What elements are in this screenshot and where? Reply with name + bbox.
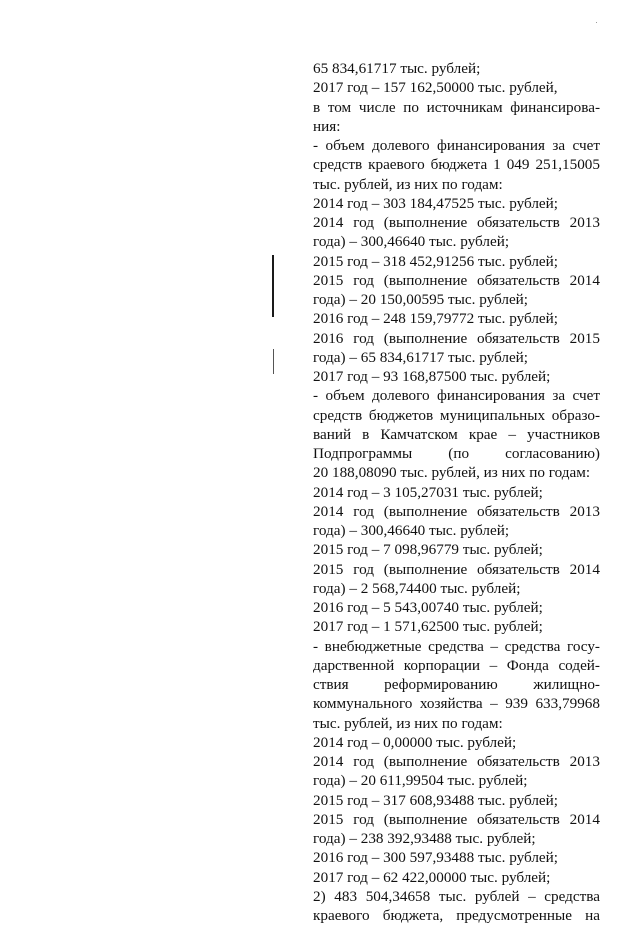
text-line: 2017 год – 1 571,62500 тыс. рублей; xyxy=(313,618,543,636)
text-line: 2016 год – 248 159,79772 тыс. рублей; xyxy=(313,310,558,328)
text-line: года) – 65 834,61717 тыс. рублей; xyxy=(313,348,529,366)
text-line: 2017 год – 93 168,87500 тыс. рублей; xyxy=(313,368,551,385)
text-line: 2014 год (выполнение обязательств 2013 xyxy=(313,214,600,231)
text-line: 2015 год (выполнение обязательств 2014 xyxy=(313,271,600,289)
text-line: 2015 год – 318 452,91256 тыс. рублей; xyxy=(313,252,558,270)
text-line: средств бюджетов муниципальных образо- xyxy=(313,406,600,424)
text-line: года) – 238 392,93488 тыс. рублей; xyxy=(313,830,536,847)
text-line: 2014 год – 3 105,27031 тыс. рублей; xyxy=(313,483,543,501)
text-line: 2014 год (выполнение обязательств 2013 xyxy=(313,502,600,520)
text-line: ствия реформированию жилищно- xyxy=(313,676,600,693)
text-line: 65 834,61717 тыс. рублей; xyxy=(313,60,481,77)
text-line: краевого бюджета, предусмотренные на xyxy=(313,907,600,924)
text-line: дарственной корпорации – Фонда содей- xyxy=(313,656,600,674)
text-column xyxy=(313,59,600,925)
text-line: года) – 20 611,99504 тыс. рублей; xyxy=(313,772,528,790)
margin-line-mark xyxy=(272,255,274,317)
text-line: средств краевого бюджета 1 049 251,15005 xyxy=(313,156,600,174)
margin-line-mark-small xyxy=(273,349,274,374)
text-line: 2016 год – 300 597,93488 тыс. рублей; xyxy=(313,849,558,867)
text-line: - объем долевого финансирования за счет xyxy=(313,137,600,154)
text-line: тыс. рублей, из них по годам: xyxy=(313,714,503,732)
text-line: 2) 483 504,34658 тыс. рублей – средства xyxy=(313,887,600,905)
text-line: в том числе по источникам финансирова- xyxy=(313,98,600,116)
text-line: - объем долевого финансирования за счет xyxy=(313,387,600,405)
text-line: коммунального хозяйства – 939 633,79968 xyxy=(313,695,600,713)
text-line: 2015 год (выполнение обязательств 2014 xyxy=(313,560,600,578)
text-line: 2014 год – 0,00000 тыс. рублей; xyxy=(313,733,517,751)
text-line: 2015 год – 317 608,93488 тыс. рублей; xyxy=(313,791,558,809)
text-line: 2017 год – 62 422,00000 тыс. рублей; xyxy=(313,868,551,886)
text-line: тыс. рублей, из них по годам: xyxy=(313,175,503,193)
text-line: - внебюджетные средства – средства госу- xyxy=(313,637,600,655)
text-line: 2016 год (выполнение обязательств 2015 xyxy=(313,329,600,347)
text-line: 2014 год (выполнение обязательств 2013 xyxy=(313,753,600,770)
text-line: года) – 20 150,00595 тыс. рублей; xyxy=(313,291,529,308)
text-line: 2016 год – 5 543,00740 тыс. рублей; xyxy=(313,599,543,616)
text-line: ваний в Камчатском крае – участников xyxy=(313,425,600,443)
text-line: года) – 300,46640 тыс. рублей; xyxy=(313,522,510,539)
text-line: года) – 300,46640 тыс. рублей; xyxy=(313,233,510,251)
text-line: 20 188,08090 тыс. рублей, из них по годам: xyxy=(313,464,591,482)
text-line: 2015 год (выполнение обязательств 2014 xyxy=(313,810,600,828)
text-line: Подпрограммы (по согласованию) xyxy=(313,445,600,462)
text-line: 2015 год – 7 098,96779 тыс. рублей; xyxy=(313,541,543,559)
scan-speck xyxy=(596,22,597,23)
text-line: 2017 год – 157 162,50000 тыс. рублей, xyxy=(313,79,558,97)
text-line: 2014 год – 303 184,47525 тыс. рублей; xyxy=(313,194,558,212)
text-line: ния: xyxy=(313,117,341,135)
text-line: года) – 2 568,74400 тыс. рублей; xyxy=(313,579,521,597)
